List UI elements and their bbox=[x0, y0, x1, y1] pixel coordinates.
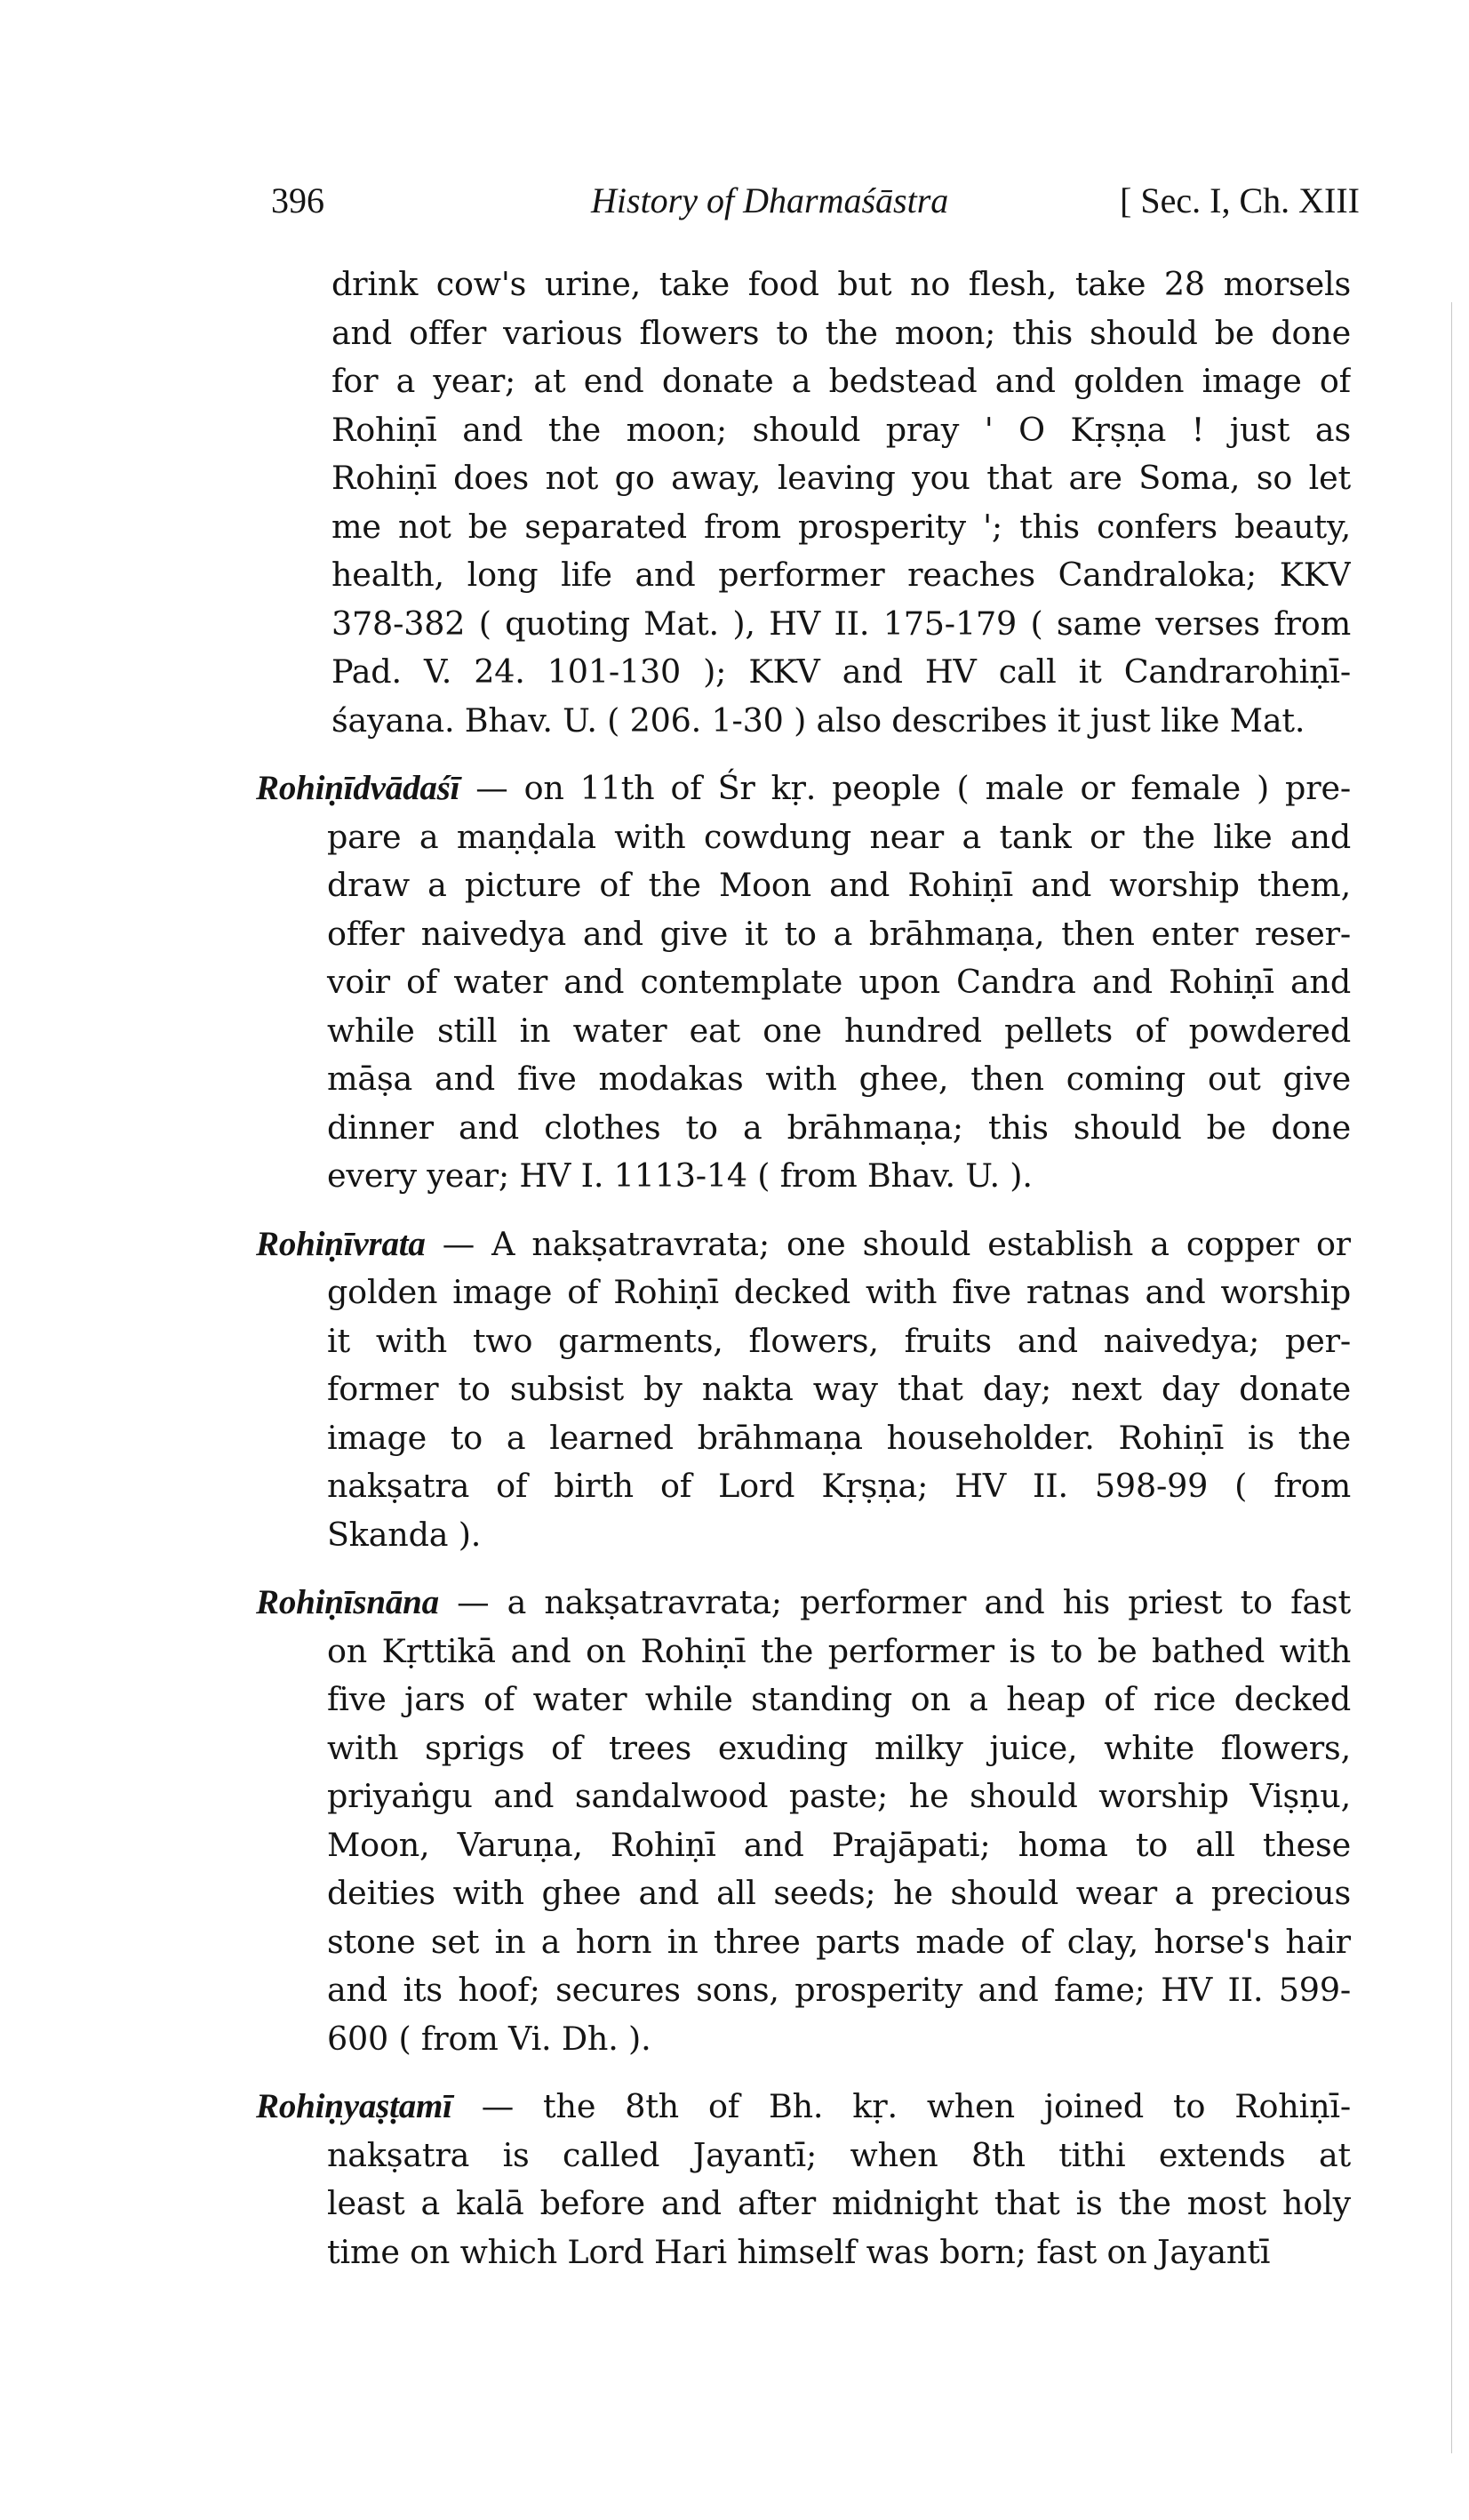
entry-line: 378-382 ( quoting Mat. ), HV II. 175-179 ( same verses from bbox=[331, 604, 1351, 643]
dictionary-entry bbox=[256, 1579, 1351, 2063]
entry-line: drink cow's urine, take food but no flesh, take 28 morsels bbox=[331, 265, 1351, 303]
entry-line: for a year; at end donate a bedstead and golden image of bbox=[331, 362, 1351, 400]
entry-line: Rohiṇī does not go away, leaving you that are Soma, so let bbox=[331, 459, 1351, 497]
entry-line: it with two garments, flowers, fruits and naivedya; per- bbox=[327, 1321, 1351, 1360]
page-body bbox=[256, 260, 1351, 2296]
page-header bbox=[271, 174, 1360, 228]
entry-line: nakṣatra of birth of Lord Kṛṣṇa; HV II. 598-99 ( from bbox=[327, 1467, 1351, 1505]
entry-headword: Rohiṇīdvādaśī bbox=[256, 769, 460, 807]
entry-line-text: — a nakṣatravrata; performer and his priest to fast bbox=[438, 1583, 1351, 1621]
entry-line: śayana. Bhav. U. ( 206. 1-30 ) also describes it just like Mat. bbox=[331, 700, 1305, 740]
entry-line-text: — the 8th of Bh. kṛ. when joined to Rohiṇī- bbox=[451, 2087, 1351, 2125]
entry-line: draw a picture of the Moon and Rohiṇī and worship them, bbox=[327, 866, 1351, 904]
page-edge-line bbox=[1451, 302, 1452, 2453]
entry-line: image to a learned brāhmaṇa householder. Rohiṇī is the bbox=[327, 1418, 1351, 1457]
dictionary-entry bbox=[256, 260, 1351, 745]
entry-line bbox=[256, 1220, 1351, 1269]
entry-line: stone set in a horn in three parts made of clay, horse's hair bbox=[327, 1922, 1351, 1961]
dictionary-entry bbox=[256, 2083, 1351, 2276]
entry-headword: Rohiṇīvrata bbox=[256, 1224, 426, 1263]
page-number: 396 bbox=[271, 180, 324, 220]
entry-line: Pad. V. 24. 101-130 ); KKV and HV call it Candrarohiṇī- bbox=[331, 652, 1351, 691]
entry-line: least a kalā before and after midnight that is the most holy bbox=[327, 2184, 1351, 2222]
entry-line bbox=[256, 2083, 1351, 2132]
entry-line: me not be separated from prosperity '; this confers beauty, bbox=[331, 507, 1351, 546]
entry-line: Rohiṇī and the moon; should pray ' O Kṛṣṇa ! just as bbox=[331, 410, 1351, 449]
entry-line bbox=[256, 764, 1351, 813]
entry-line bbox=[256, 1579, 1351, 1628]
entry-line: golden image of Rohiṇī decked with five ratnas and worship bbox=[327, 1273, 1351, 1311]
entry-headword: Rohiṇīsnāna bbox=[256, 1583, 439, 1621]
entry-line: 600 ( from Vi. Dh. ). bbox=[327, 2019, 651, 2058]
entry-line: dinner and clothes to a brāhmaṇa; this should be done bbox=[327, 1108, 1351, 1147]
entry-line: Skanda ). bbox=[327, 1515, 482, 1554]
entry-line: five jars of water while standing on a heap of rice decked bbox=[327, 1680, 1351, 1718]
entry-line: māṣa and five modakas with ghee, then coming out give bbox=[327, 1060, 1351, 1098]
entry-line: on Kṛttikā and on Rohiṇī the performer is to be bathed with bbox=[327, 1631, 1351, 1670]
entry-line-text: — on 11th of Śr kṛ. people ( male or female ) pre- bbox=[459, 769, 1351, 807]
entry-line: every year; HV I. 1113-14 ( from Bhav. U. ). bbox=[327, 1156, 1033, 1195]
entry-line: with sprigs of trees exuding milky juice, white flowers, bbox=[327, 1728, 1351, 1767]
entry-line: Moon, Varuṇa, Rohiṇī and Prajāpati; homa to all these bbox=[327, 1825, 1351, 1864]
entry-line: offer naivedya and give it to a brāhmaṇa, then enter reser- bbox=[327, 914, 1351, 953]
entry-line: while still in water eat one hundred pellets of powdered bbox=[327, 1011, 1351, 1050]
entry-line: former to subsist by nakta way that day; next day donate bbox=[327, 1370, 1351, 1408]
entry-line: health, long life and performer reaches Candraloka; KKV bbox=[331, 556, 1351, 594]
entry-line: pare a maṇḍala with cowdung near a tank or the like and bbox=[327, 817, 1351, 856]
dictionary-entry bbox=[256, 1220, 1351, 1560]
entry-line-text: — A nakṣatravrata; one should establish a copper or bbox=[425, 1224, 1351, 1263]
section-reference: [ Sec. I, Ch. XIII bbox=[1120, 180, 1360, 220]
entry-line: nakṣatra is called Jayantī; when 8th tithi extends at bbox=[327, 2135, 1351, 2174]
entry-line: and offer various flowers to the moon; this should be done bbox=[331, 313, 1351, 352]
entry-line: and its hoof; secures sons, prosperity and fame; HV II. 599- bbox=[327, 1971, 1351, 2009]
entry-line: time on which Lord Hari himself was born; fast on Jayantī bbox=[327, 2232, 1271, 2271]
entry-line: voir of water and contemplate upon Candra and Rohiṇī and bbox=[327, 963, 1351, 1001]
entry-line: priyaṅgu and sandalwood paste; he should worship Viṣṇu, bbox=[327, 1777, 1351, 1815]
book-title: History of Dharmaśāstra bbox=[591, 180, 949, 220]
dictionary-entry bbox=[256, 764, 1351, 1201]
entry-headword: Rohiṇyaṣṭamī bbox=[256, 2087, 452, 2125]
entry-line: deities with ghee and all seeds; he should wear a precious bbox=[327, 1874, 1351, 1912]
